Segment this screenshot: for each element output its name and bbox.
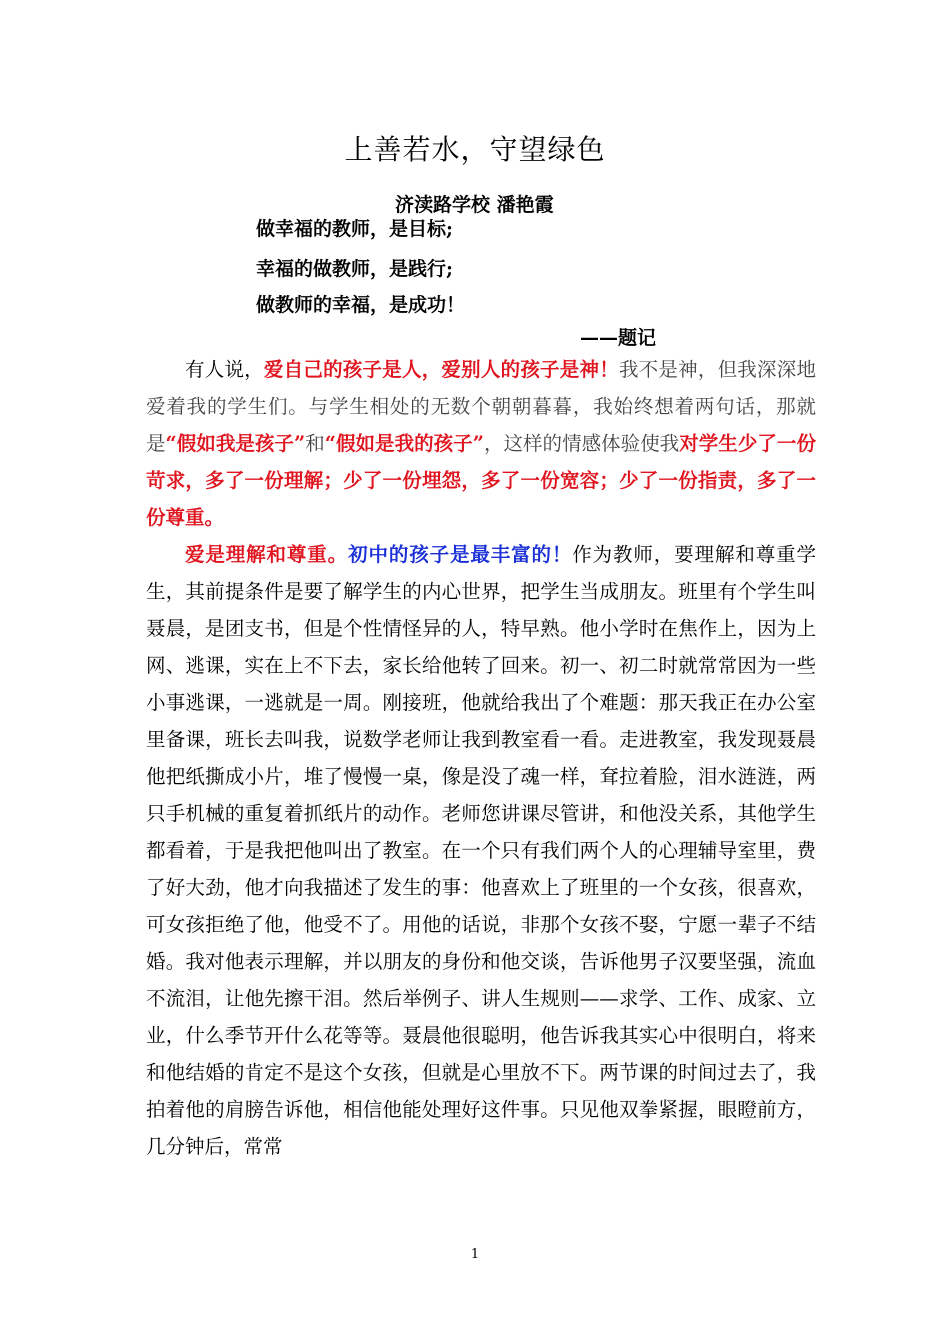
page-title: 上善若水，守望绿色 xyxy=(344,133,606,166)
paragraph-1-text-c: 和 xyxy=(305,432,325,455)
epigraph-line-1: 做幸福的教师，是目标; xyxy=(256,218,454,240)
paragraph-2-text: 作为教师，要理解和尊重学生，其前提条件是要了解学生的内心世界，把学生当成朋友。班里有个学生叫聂晨，是团支书，但是个性情怪异的人，特早熟。他小学时在焦作上，因为上网、逃课，实在上不下去，家长给他转了回来。初一、初二时就常常因为一些小事逃课，一逃就是一周。刚接班，他就给我出了个难题：那天我正在办公室里备课，班长去叫我，说数学老师让我到教室看一看。走进教室，我发现聂晨他把纸撕成小片，堆了慢慢一桌，像是没了魂一样，耷拉着脸，泪水涟涟，两只手机械的重复着抓纸片的动作。老师您讲课尽管讲，和他没关系，其他学生都看着，于是我把他叫出了教室。在一个只有我们两个人的心理辅导室里，费了好大劲，他才向我描述了发生的事：他喜欢上了班里的一个女孩，很喜欢，可女孩拒绝了他，他受不了。用他的话说，非那个女孩不娶，宁愿一辈子不结婚。我对他表示理解，并以朋友的身份和他交谈，告诉他男子汉要坚强，流血不流泪，让他先擦干泪。然后举例子、讲人生规则——求学、工作、成家、立业，什么季节开什么花等等。聂晨他很聪明，他告诉我其实心中很明白，将来和他结婚的肯定不是这个女孩，但就是心里放不下。两节课的时间过去了，我拍着他的肩膀告诉他，相信他能处理好这件事。只见他双拳紧握，眼瞪前方，几分钟后，常常 xyxy=(146,543,816,1158)
paragraph-1-highlight-c: 对学生少了一份苛求，多了一份理解；少了一份埋怨，多了一份宽容；少了一份指责，多了一份尊重。 xyxy=(146,432,816,529)
paragraph-2-highlight-red: 爱是理解和尊重。 xyxy=(185,543,349,566)
paragraph-1-text-b: 我不是神，但我深深地爱着我的学生们。与学生相处的无数个朝朝暮暮，我始终想着两句话，那就是 xyxy=(146,358,816,455)
document-body xyxy=(146,351,816,1165)
paragraph-1 xyxy=(146,351,816,536)
author-line: 济渎路学校 潘艳霞 xyxy=(395,194,554,216)
page-number: 1 xyxy=(470,1247,480,1262)
epigraph-line-3: 做教师的幸福，是成功！ xyxy=(256,294,466,316)
paragraph-1-highlight-quote: 爱自己的孩子是人，爱别人的孩子是神！ xyxy=(263,358,619,381)
epigraph-line-2: 幸福的做教师，是践行; xyxy=(256,258,454,280)
paragraph-2-highlight-blue: 初中的孩子是最丰富的！ xyxy=(348,543,573,566)
epigraph-signature: ——题记 xyxy=(580,327,657,349)
paragraph-1-highlight-b: “假如是我的孩子” xyxy=(324,432,484,455)
paragraph-2 xyxy=(146,536,816,1165)
paragraph-1-text-a: 有人说， xyxy=(185,358,264,381)
paragraph-1-text-d: ，这样的情感体验使我 xyxy=(483,432,680,455)
paragraph-1-highlight-a: “假如我是孩子” xyxy=(165,432,306,455)
